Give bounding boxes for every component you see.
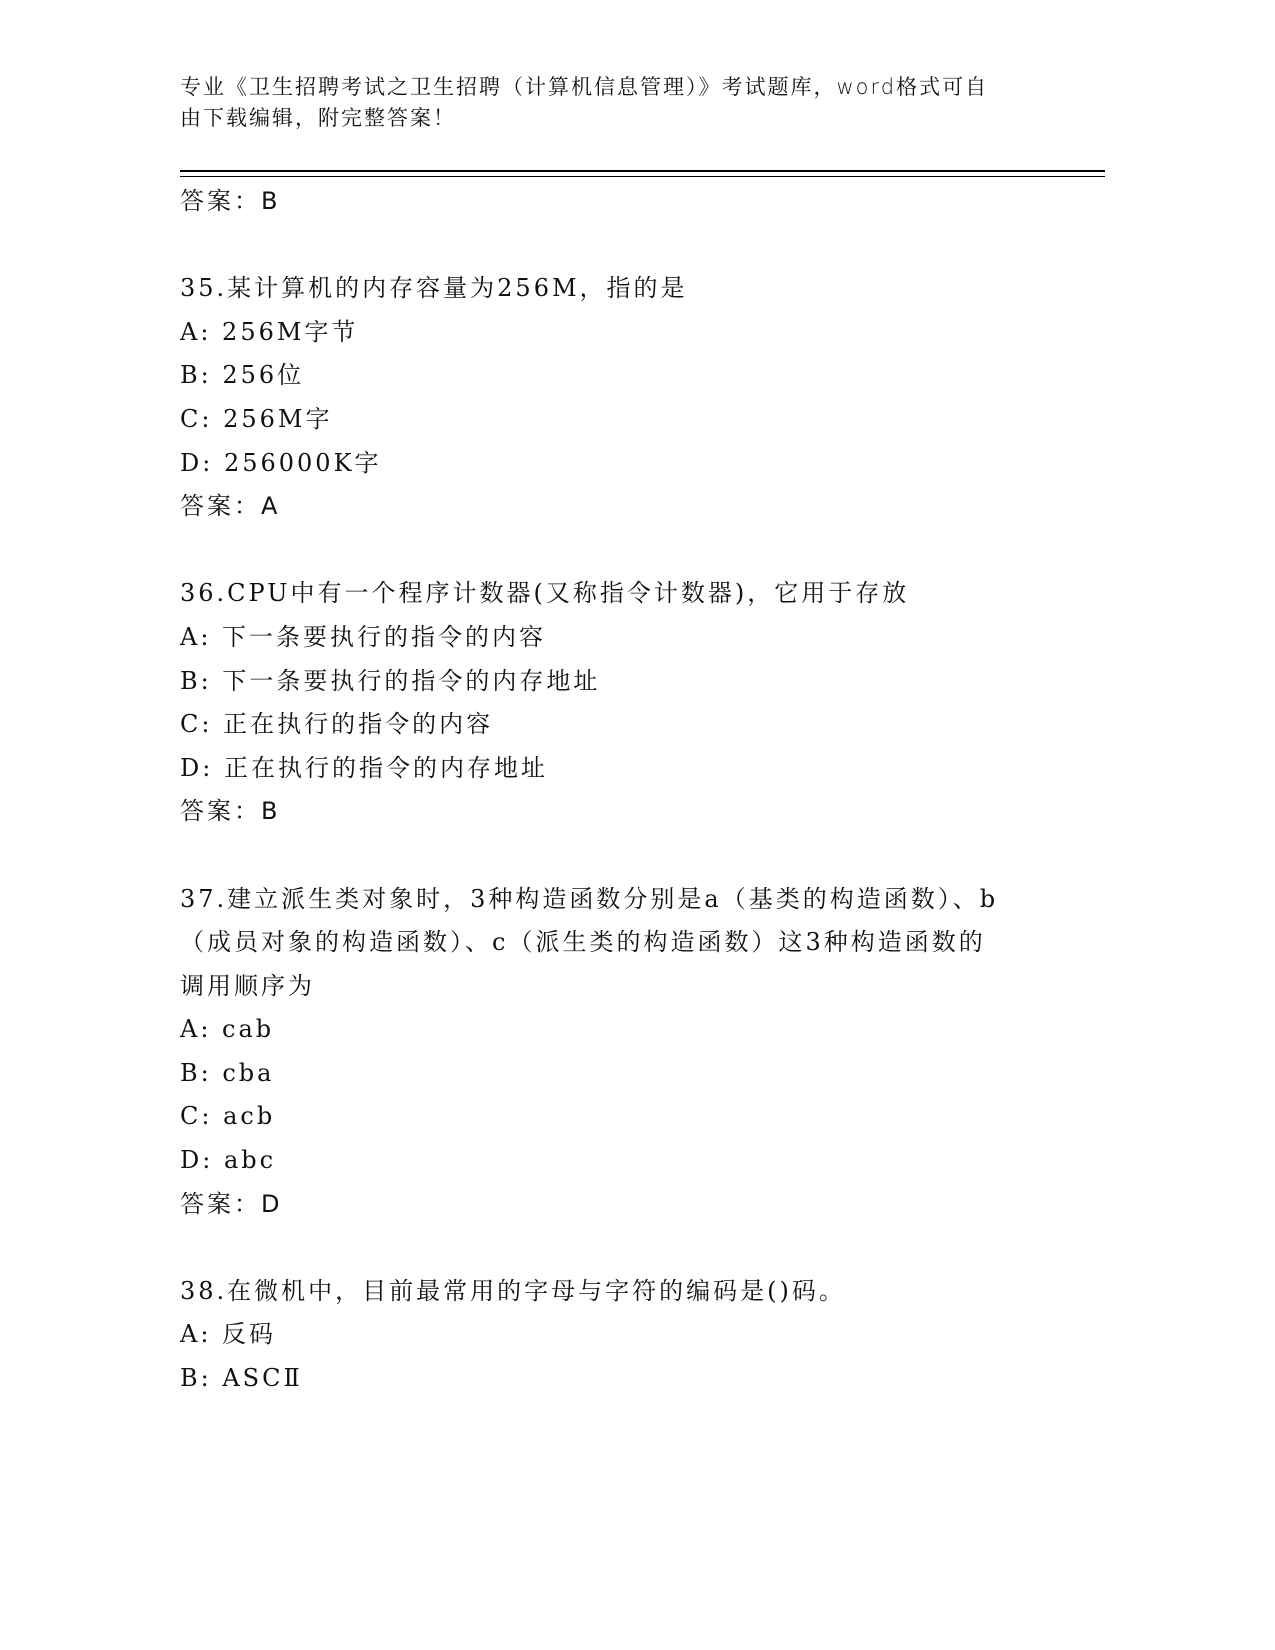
question-text: 36.CPU中有一个程序计数器(又称指令计数器)，它用于存放 [180,579,910,608]
option-line: D: abc [180,1146,277,1175]
question-list [180,180,1080,1401]
question-text: 38.在微机中，目前最常用的字母与字符的编码是()码。 [180,1276,846,1305]
answer-line: 答案：B [180,797,281,826]
option-line: B: ASCⅡ [180,1364,303,1393]
header-line: 专业《卫生招聘考试之卫生招聘（计算机信息管理）》考试题库，word格式可自 [180,75,989,99]
option-line: B: 256位 [180,361,305,390]
option-line: A: 下一条要执行的指令的内容 [180,622,547,651]
option-line: A: 256M字节 [180,317,359,346]
option-line: B: cba [180,1058,275,1087]
option-line: C: acb [180,1102,276,1131]
option-line: D: 正在执行的指令的内存地址 [180,753,548,782]
option-line: D: 256000K字 [180,448,382,477]
option-line: C: 256M字 [180,404,333,433]
option-line: A: 反码 [180,1320,277,1349]
answer-line: 答案：D [180,1189,283,1218]
option-line: B: 下一条要执行的指令的内存地址 [180,666,601,695]
question-text: 调用顺序为 [180,971,315,1000]
question-text: （成员对象的构造函数）、c（派生类的构造函数）这3种构造函数的 [180,928,986,957]
header-line: 由下载编辑，附完整答案！ [180,106,456,130]
header-divider [180,170,1105,172]
header-divider [180,176,1105,177]
option-line: A: cab [180,1015,275,1044]
answer-line: 答案：B [180,187,281,215]
question-text: 35.某计算机的内存容量为256M，指的是 [180,274,688,303]
answer-line: 答案：A [180,492,281,521]
option-line: C: 正在执行的指令的内容 [180,710,494,739]
question-text: 37.建立派生类对象时，3种构造函数分别是a（基类的构造函数）、b [180,884,999,913]
document-header [180,72,1060,134]
